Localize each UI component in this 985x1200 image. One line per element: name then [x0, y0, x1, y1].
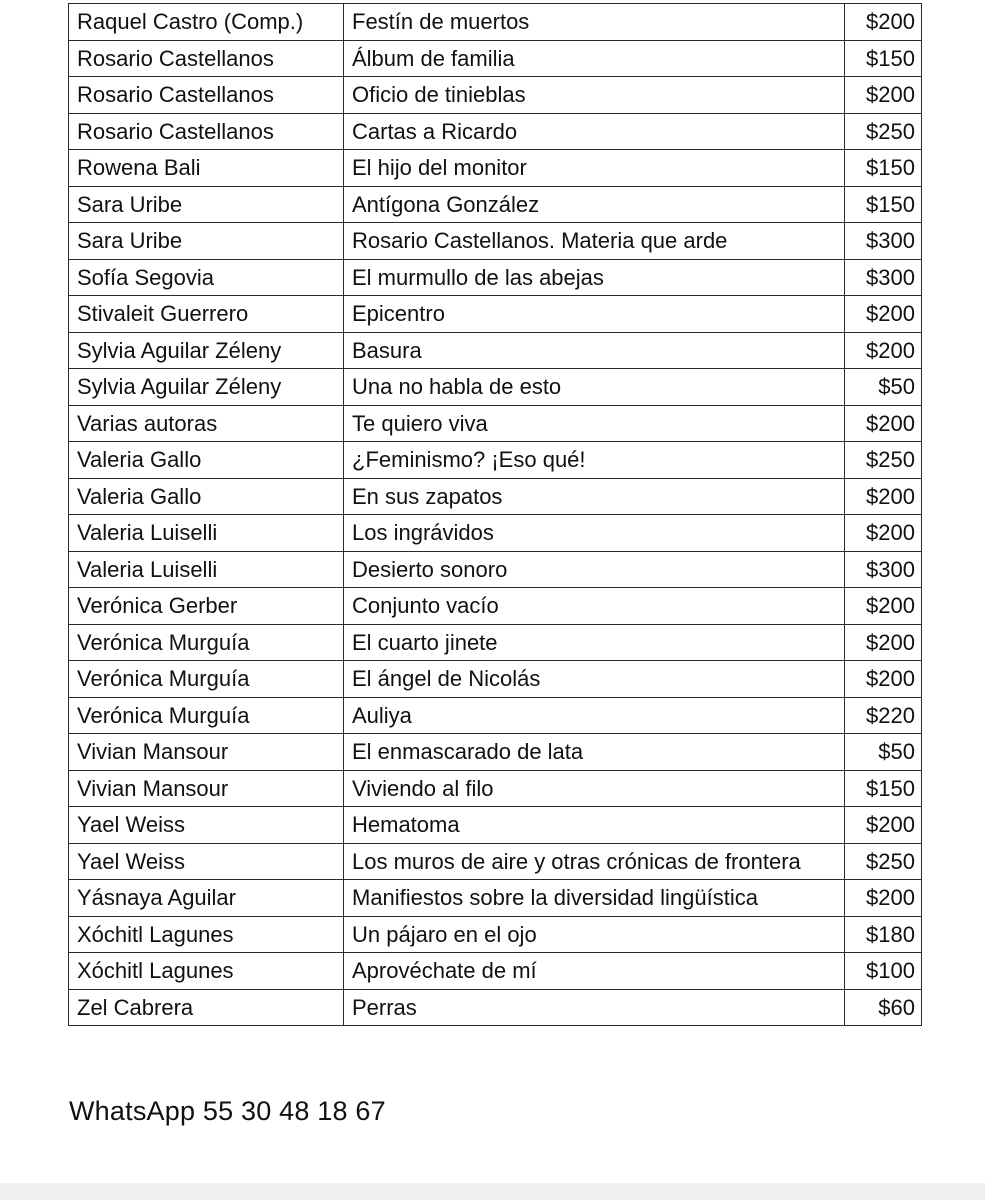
author-cell: Verónica Murguía [69, 697, 344, 734]
price-cell: $150 [845, 770, 922, 807]
author-cell: Varias autoras [69, 405, 344, 442]
table-row [69, 405, 922, 442]
price-cell: $50 [845, 369, 922, 406]
table-row [69, 296, 922, 333]
price-cell: $200 [845, 296, 922, 333]
price-cell: $200 [845, 478, 922, 515]
title-cell: Una no habla de esto [344, 369, 845, 406]
title-cell: El enmascarado de lata [344, 734, 845, 771]
table-row [69, 442, 922, 479]
author-cell: Sara Uribe [69, 186, 344, 223]
table-row [69, 40, 922, 77]
author-cell: Sofía Segovia [69, 259, 344, 296]
price-cell: $200 [845, 77, 922, 114]
title-cell: Antígona González [344, 186, 845, 223]
author-cell: Yael Weiss [69, 843, 344, 880]
author-cell: Verónica Gerber [69, 588, 344, 625]
author-cell: Rosario Castellanos [69, 77, 344, 114]
price-cell: $50 [845, 734, 922, 771]
table-row [69, 953, 922, 990]
title-cell: Te quiero viva [344, 405, 845, 442]
book-price-table [68, 3, 922, 1026]
title-cell: Viviendo al filo [344, 770, 845, 807]
author-cell: Yásnaya Aguilar [69, 880, 344, 917]
title-cell: El cuarto jinete [344, 624, 845, 661]
author-cell: Stivaleit Guerrero [69, 296, 344, 333]
table-row [69, 113, 922, 150]
title-cell: El hijo del monitor [344, 150, 845, 187]
price-cell: $250 [845, 442, 922, 479]
table-row [69, 880, 922, 917]
title-cell: Auliya [344, 697, 845, 734]
author-cell: Vivian Mansour [69, 770, 344, 807]
title-cell: Los ingrávidos [344, 515, 845, 552]
table-row [69, 150, 922, 187]
price-cell: $100 [845, 953, 922, 990]
table-row [69, 916, 922, 953]
price-cell: $200 [845, 807, 922, 844]
book-table-body [69, 4, 922, 1026]
title-cell: Conjunto vacío [344, 588, 845, 625]
table-row [69, 697, 922, 734]
title-cell: Los muros de aire y otras crónicas de frontera [344, 843, 845, 880]
price-cell: $150 [845, 186, 922, 223]
author-cell: Valeria Luiselli [69, 551, 344, 588]
table-row [69, 588, 922, 625]
price-cell: $200 [845, 588, 922, 625]
price-cell: $200 [845, 515, 922, 552]
whatsapp-contact: WhatsApp 55 30 48 18 67 [69, 1096, 386, 1126]
author-cell: Yael Weiss [69, 807, 344, 844]
price-cell: $150 [845, 150, 922, 187]
table-row [69, 661, 922, 698]
title-cell: Un pájaro en el ojo [344, 916, 845, 953]
title-cell: Cartas a Ricardo [344, 113, 845, 150]
title-cell: Perras [344, 989, 845, 1026]
price-cell: $200 [845, 624, 922, 661]
title-cell: Basura [344, 332, 845, 369]
price-cell: $250 [845, 113, 922, 150]
table-row [69, 515, 922, 552]
author-cell: Rosario Castellanos [69, 113, 344, 150]
title-cell: Rosario Castellanos. Materia que arde [344, 223, 845, 260]
table-row [69, 770, 922, 807]
author-cell: Valeria Luiselli [69, 515, 344, 552]
title-cell: Desierto sonoro [344, 551, 845, 588]
price-cell: $150 [845, 40, 922, 77]
title-cell: Aprovéchate de mí [344, 953, 845, 990]
price-cell: $300 [845, 259, 922, 296]
author-cell: Rosario Castellanos [69, 40, 344, 77]
price-cell: $220 [845, 697, 922, 734]
title-cell: Manifiestos sobre la diversidad lingüística [344, 880, 845, 917]
table-row [69, 551, 922, 588]
title-cell: En sus zapatos [344, 478, 845, 515]
table-row [69, 734, 922, 771]
title-cell: Hematoma [344, 807, 845, 844]
author-cell: Sylvia Aguilar Zéleny [69, 332, 344, 369]
author-cell: Vivian Mansour [69, 734, 344, 771]
author-cell: Valeria Gallo [69, 442, 344, 479]
bottom-strip [0, 1183, 985, 1200]
title-cell: El ángel de Nicolás [344, 661, 845, 698]
table-row [69, 624, 922, 661]
table-row [69, 989, 922, 1026]
table-row [69, 186, 922, 223]
title-cell: Oficio de tinieblas [344, 77, 845, 114]
title-cell: Festín de muertos [344, 4, 845, 41]
author-cell: Xóchitl Lagunes [69, 953, 344, 990]
table-row [69, 77, 922, 114]
author-cell: Sara Uribe [69, 223, 344, 260]
title-cell: Epicentro [344, 296, 845, 333]
price-cell: $60 [845, 989, 922, 1026]
table-row [69, 4, 922, 41]
author-cell: Raquel Castro (Comp.) [69, 4, 344, 41]
author-cell: Xóchitl Lagunes [69, 916, 344, 953]
price-cell: $200 [845, 4, 922, 41]
table-row [69, 478, 922, 515]
author-cell: Verónica Murguía [69, 661, 344, 698]
table-row [69, 332, 922, 369]
table-row [69, 369, 922, 406]
table-row [69, 259, 922, 296]
price-cell: $200 [845, 880, 922, 917]
price-cell: $200 [845, 405, 922, 442]
author-cell: Verónica Murguía [69, 624, 344, 661]
author-cell: Valeria Gallo [69, 478, 344, 515]
table-row [69, 223, 922, 260]
author-cell: Sylvia Aguilar Zéleny [69, 369, 344, 406]
title-cell: ¿Feminismo? ¡Eso qué! [344, 442, 845, 479]
author-cell: Rowena Bali [69, 150, 344, 187]
table-row [69, 843, 922, 880]
title-cell: El murmullo de las abejas [344, 259, 845, 296]
author-cell: Zel Cabrera [69, 989, 344, 1026]
price-cell: $200 [845, 661, 922, 698]
price-cell: $200 [845, 332, 922, 369]
price-cell: $300 [845, 223, 922, 260]
price-cell: $300 [845, 551, 922, 588]
price-cell: $250 [845, 843, 922, 880]
title-cell: Álbum de familia [344, 40, 845, 77]
table-row [69, 807, 922, 844]
price-cell: $180 [845, 916, 922, 953]
